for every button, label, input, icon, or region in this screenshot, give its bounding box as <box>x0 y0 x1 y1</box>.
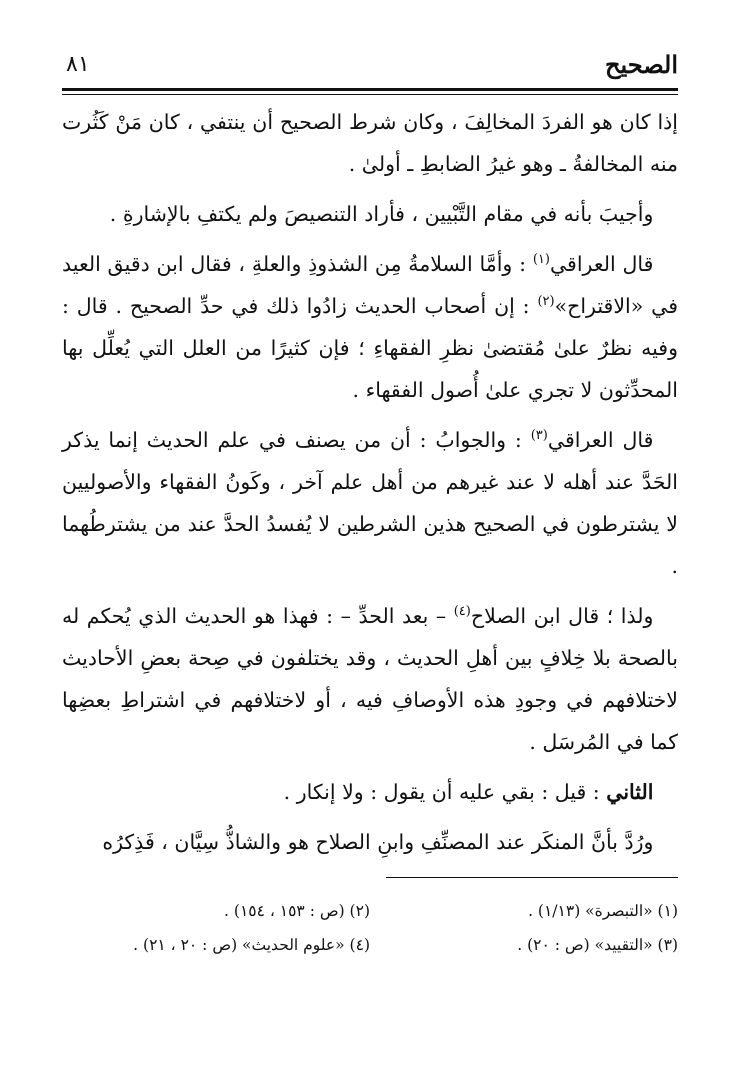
footnote-ref: (٣) <box>530 428 548 444</box>
footnote-row <box>62 894 678 928</box>
footnote-ref: (٤) <box>453 604 471 620</box>
footnote-separator <box>386 877 678 878</box>
text-run: : والجوابُ : أن من يصنف في علم الحديث إنما يذكر الحَدَّ عند أهله لا عند غيرهم من أهل علم آخر ، وكَونُ الفقهاء والأصوليين لا يشترطون في الصحيح هذين الشرطين لا يُفسدُ الحدَّ عند من يشترطُهما . <box>62 428 678 578</box>
paragraph <box>62 193 678 235</box>
text-run: وأجيبَ بأنه في مقام التَّبْيين ، فأراد التنصيصَ ولم يكتفِ بالإشارةِ . <box>109 202 654 226</box>
text-run: إذا كان هو الفردَ المخالِفَ ، وكان شرط الصحيح أن ينتفي ، كان مَنْ كَثُرت منه المخالفةُ ـ وهو غيرُ الضابطِ ـ أولىٰ . <box>62 110 678 176</box>
footnote-ref: (٢) <box>537 294 555 310</box>
footnote: (٤) «علوم الحديث» (ص : ٢٠ ، ٢١) . <box>133 936 370 954</box>
text-run: : إن أصحاب الحديث زادُوا ذلك في حدِّ الصحيح . قال : وفيه نظرٌ علىٰ مُقتضىٰ نظرِ الفقهاءِ ؛ فإن كثيرًا من العلل التي يُعلِّل بها المحدِّثون لا تجري علىٰ أُصول الفقهاء . <box>62 294 678 402</box>
footnote-row <box>62 928 678 962</box>
paragraph <box>62 771 678 813</box>
footnote-ref: (١) <box>532 252 550 268</box>
footnotes <box>62 894 678 962</box>
paragraph <box>62 419 678 587</box>
text-run: : قيل : بقي عليه أن يقول : ولا إنكار . <box>283 780 607 804</box>
paragraph <box>62 821 678 863</box>
text-run: ولذا ؛ قال ابن الصلاح <box>470 604 654 628</box>
paragraph <box>62 101 678 185</box>
paragraph-lead: الثاني <box>606 780 654 804</box>
text-run: قال العراقي <box>547 428 654 452</box>
paragraph <box>62 243 678 411</box>
page-number: ٨١ <box>66 52 90 77</box>
text-run: – بعد الحدِّ – : فهذا هو الحديث الذي يُحكم له بالصحة بلا خِلافٍ بين أهلِ الحديث ، وقد يختلفون في صِحة بعضِ الأحاديث لاختلافهم في وجودِ هذه الأوصافِ فيه ، أو لاختلافهم في اشتراطِ بعضِها كما في المُرسَل . <box>62 604 678 754</box>
footnote: (٣) «التقييد» (ص : ٢٠) . <box>517 936 678 954</box>
text-run: : وأمَّا السلامةُ مِن الشذوذِ والعلةِ ، فقال ابن دقيق العيد في «الاقتراح» <box>62 252 679 318</box>
book-page <box>62 44 678 1044</box>
paragraph <box>62 595 678 763</box>
header-rule-thin <box>62 94 678 95</box>
text-run: ورُدَّ بأنَّ المنكَر عند المصنِّفِ وابنِ الصلاح هو والشاذُّ سِيَّان ، فَذِكرُه <box>102 830 654 854</box>
footnote: (١) «التبصرة» (١/١٣) . <box>528 902 678 920</box>
footnote: (٢) (ص : ١٥٣ ، ١٥٤) . <box>224 902 370 920</box>
page-header <box>62 44 678 88</box>
text-run: قال العراقي <box>549 252 654 276</box>
header-rule-thick <box>62 88 678 91</box>
running-title: الصحيح <box>604 50 678 79</box>
body-text <box>62 101 678 863</box>
